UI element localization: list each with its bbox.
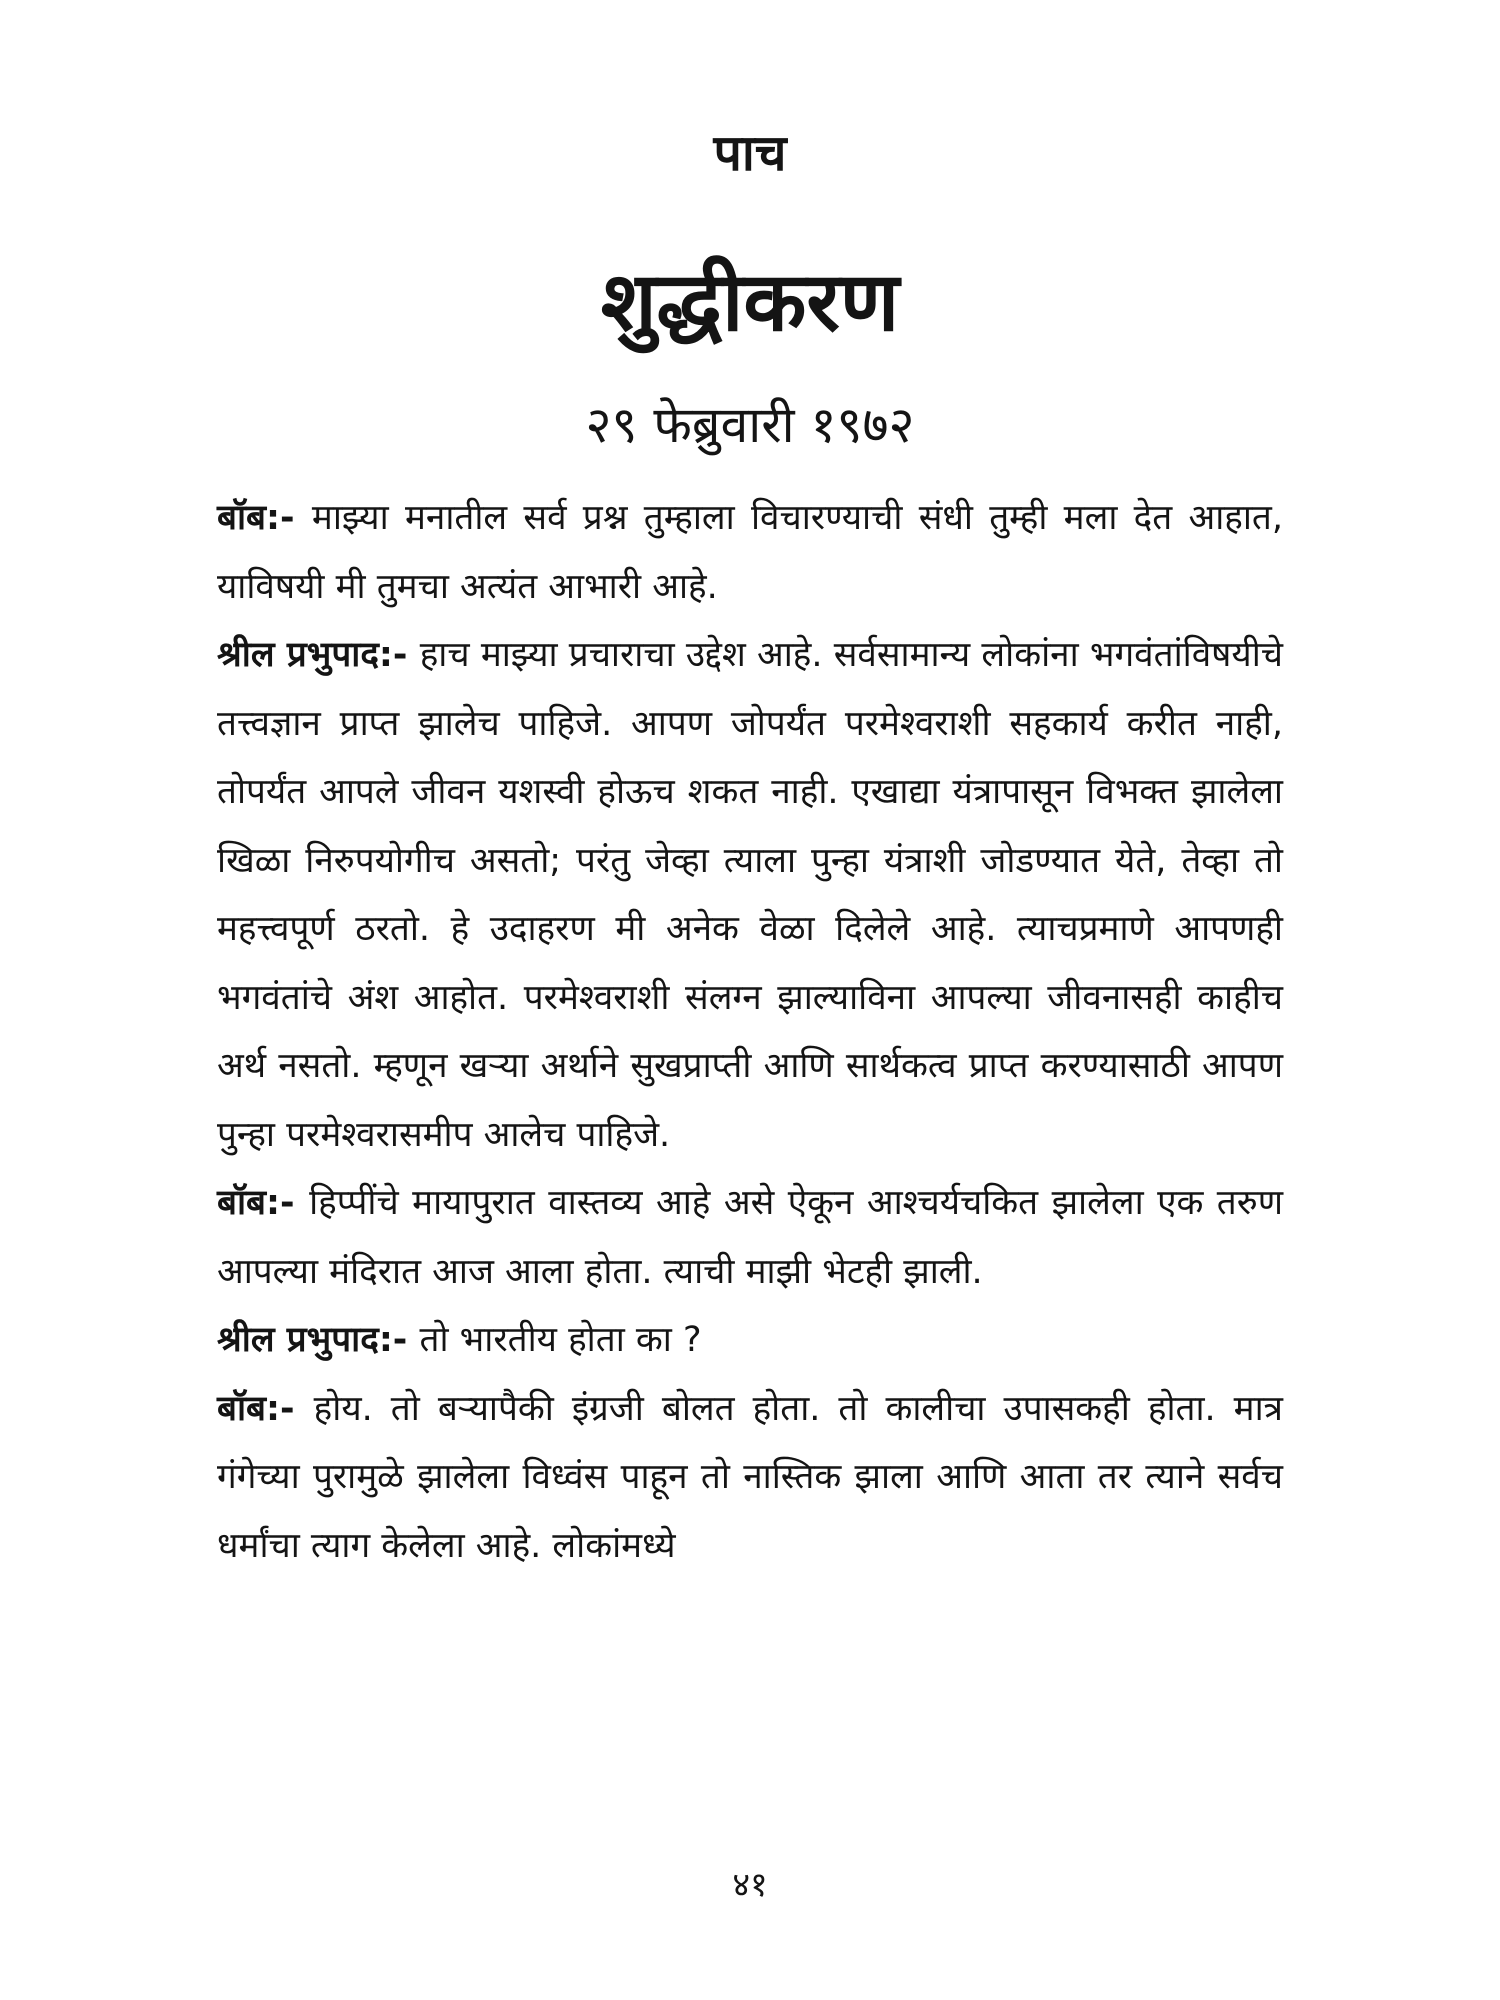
speaker-name: बॉब <box>217 498 267 538</box>
speaker-separator: :- <box>266 498 312 538</box>
chapter-title: शुद्धीकरण <box>600 255 900 350</box>
dialogue-text: हिप्पींचे मायापुरात वास्तव्य आहे असे ऐकून आश्चर्यचकित झालेला एक तरुण आपल्या मंदिरात आज आला होता. त्याची माझी भेटही झाली. <box>217 1183 1283 1292</box>
dialogue-text: माझ्या मनातील सर्व प्रश्न तुम्हाला विचारण्याची संधी तुम्ही मला देत आहात, याविषयी मी तुमचा अत्यंत आभारी आहे. <box>217 498 1283 607</box>
speaker-name: श्रील प्रभुपाद <box>217 635 379 675</box>
speaker-name: बॉब <box>217 1388 267 1429</box>
speaker-separator: :- <box>266 1388 314 1429</box>
speaker-separator: :- <box>378 635 420 675</box>
dialogue-text: होय. तो बऱ्यापैकी इंग्रजी बोलत होता. तो कालीचा उपासकही होता. मात्र गंगेच्या पुरामुळे झालेला विध्वंस पाहून तो नास्तिक झाला आणि आता तर त्याने सर्वच धर्मांचा त्याग केलेला आहे. लोकांमध्ये <box>217 1388 1283 1566</box>
dialogue-text: तो भारतीय होता का ? <box>419 1320 702 1360</box>
page-number: ४१ <box>732 1865 768 1905</box>
speaker-separator: :- <box>378 1320 420 1360</box>
speaker-separator: :- <box>266 1183 310 1223</box>
speaker-name: बॉब <box>217 1183 267 1223</box>
dialogue-paragraph <box>217 621 1283 1169</box>
dialogue-paragraph <box>217 1169 1283 1306</box>
dialogue-paragraph <box>217 1306 1283 1375</box>
dialogue-paragraph <box>217 1375 1283 1581</box>
dialogue-paragraph <box>217 484 1283 621</box>
chapter-date: २९ फेब्रुवारी १९७२ <box>585 396 915 454</box>
dialogue-text: हाच माझ्या प्रचाराचा उद्देश आहे. सर्वसामान्य लोकांना भगवंतांविषयीचे तत्त्वज्ञान प्राप्त झालेच पाहिजे. आपण जोपर्यंत परमेश्वराशी सहकार्य करीत नाही, तोपर्यंत आपले जीवन यशस्वी होऊच शकत नाही. एखाद्या यंत्रापासून विभक्त झालेला खिळा निरुपयोगीच असतो; परंतु जेव्हा त्याला पुन्हा यंत्राशी जोडण्यात येते, तेव्हा तो महत्त्वपूर्ण ठरतो. हे उदाहरण मी अनेक वेळा दिलेले आहे. त्याचप्रमाणे आपणही भगवंतांचे अंश आहोत. परमेश्वराशी संलग्न झाल्याविना आपल्या जीवनासही काहीच अर्थ नसतो. म्हणून खऱ्या अर्थाने सुखप्राप्ती आणि सार्थकत्व प्राप्त करण्यासाठी आपण पुन्हा परमेश्वरासमीप आलेच पाहिजे. <box>217 635 1283 1155</box>
chapter-number: पाच <box>713 124 787 182</box>
dialogue-body <box>217 484 1283 1580</box>
speaker-name: श्रील प्रभुपाद <box>217 1320 379 1360</box>
